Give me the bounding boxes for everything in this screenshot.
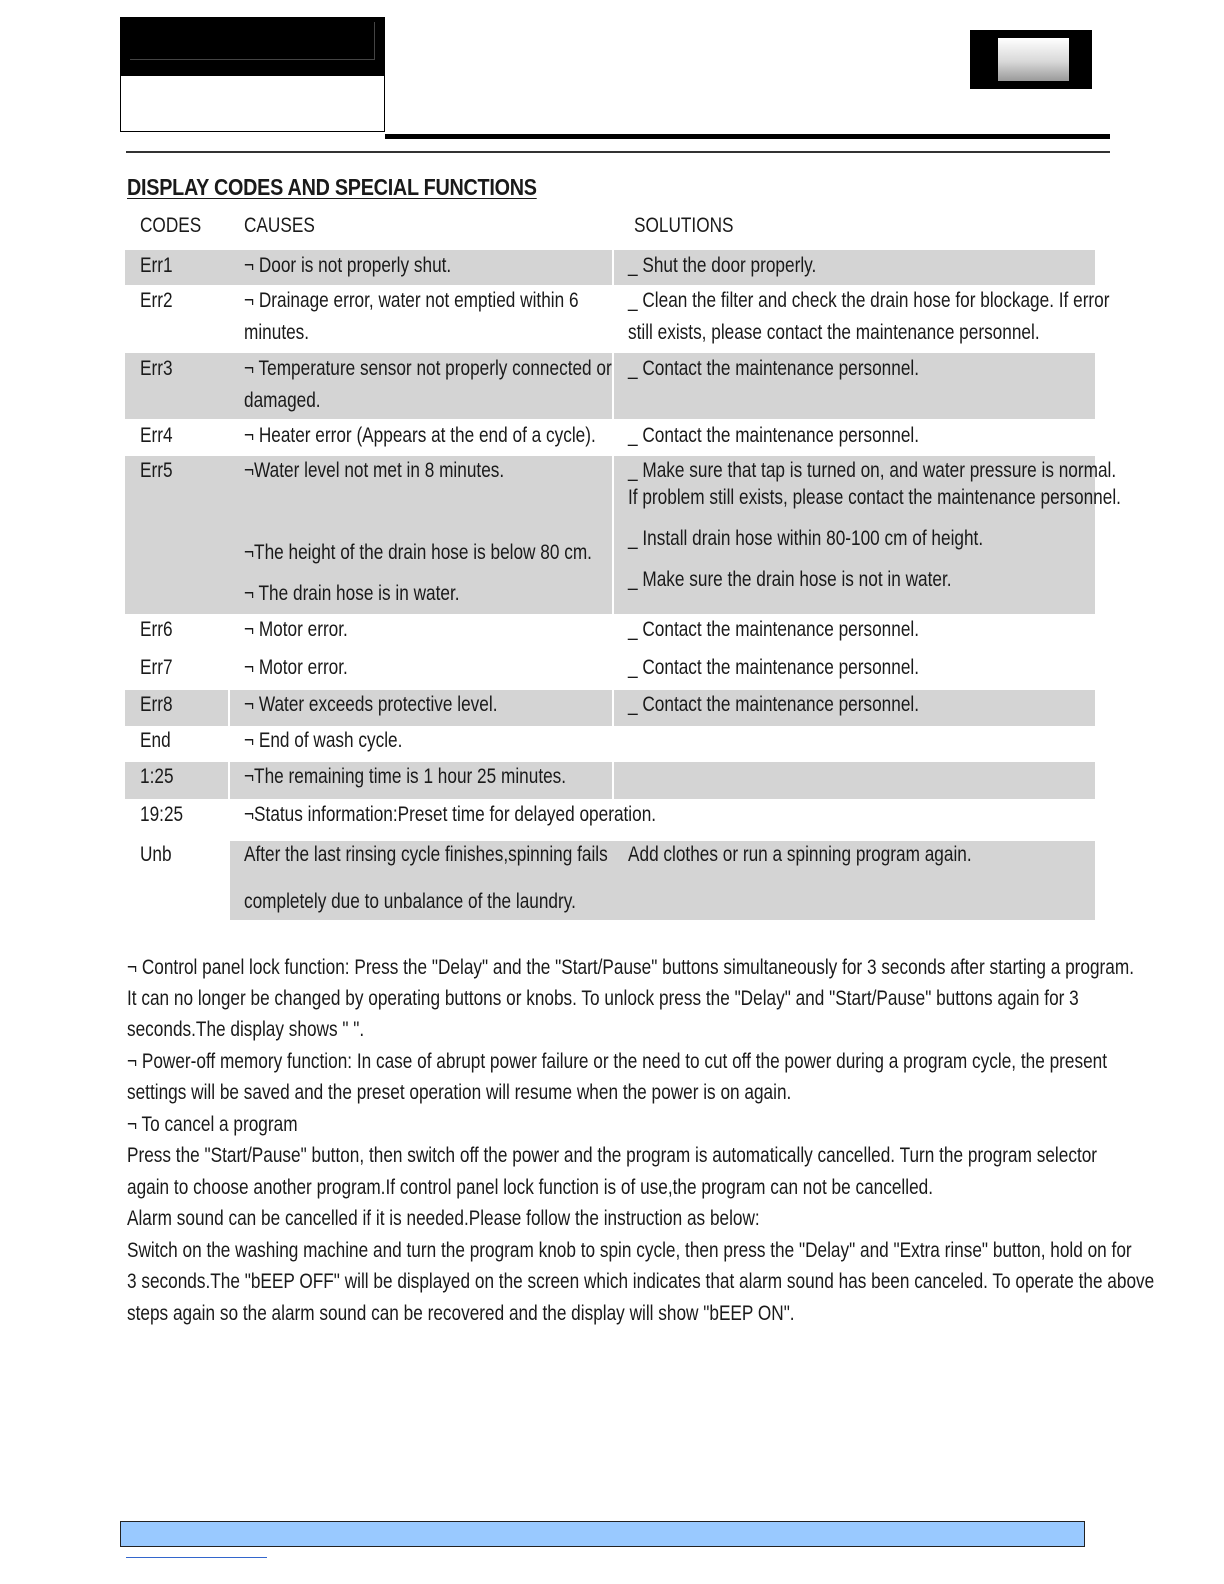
error-code: Err1	[140, 254, 173, 277]
note-line: Press the "Start/Pause" button, then switch off the power and the program is automatically cancelled. Turn the program selector	[127, 1144, 1098, 1167]
solution-text: _ Clean the filter and check the drain hose for blockage. If error	[628, 289, 1110, 312]
note-line: ¬ Power-off memory function: In case of abrupt power failure or the need to cut off the power during a program cycle, the present	[127, 1050, 1108, 1073]
cause-text: ¬ Drainage error, water not emptied within 6	[244, 289, 579, 312]
note-line: It can no longer be changed by operating buttons or knobs. To unlock press the "Delay" and "Start/Pause" buttons again for 3	[127, 987, 1079, 1010]
cause-text: ¬Status information:Preset time for delayed operation.	[244, 803, 657, 826]
note-line: Alarm sound can be cancelled if it is needed.Please follow the instruction as below:	[127, 1207, 760, 1230]
header-codes: CODES	[140, 214, 202, 237]
error-code: Err4	[140, 424, 173, 447]
solution-text: _ Shut the door properly.	[628, 254, 817, 277]
solution-text: _ Contact the maintenance personnel.	[628, 424, 920, 447]
solution-text: still exists, please contact the maintenance personnel.	[628, 321, 1040, 344]
cause-text: After the last rinsing cycle finishes,spinning fails	[244, 843, 608, 866]
solution-text: _ Make sure that tap is turned on, and water pressure is normal.	[628, 459, 1117, 482]
brand-logo-line	[130, 59, 375, 60]
footer-link-line	[126, 1557, 267, 1558]
solution-text: _ Contact the maintenance personnel.	[628, 693, 920, 716]
row-shading	[614, 762, 1095, 799]
error-code: 19:25	[140, 803, 184, 826]
error-code: 1:25	[140, 765, 174, 788]
note-line: 3 seconds.The "bEEP OFF" will be displayed on the screen which indicates that alarm sound has been canceled. To operate the above	[127, 1270, 1155, 1293]
header-rule-thick	[385, 134, 1110, 139]
error-code: Err8	[140, 693, 173, 716]
brand-logo-bar	[121, 18, 384, 76]
cause-text: ¬ Water exceeds protective level.	[244, 693, 498, 716]
note-line: steps again so the alarm sound can be recovered and the display will show "bEEP ON".	[127, 1302, 795, 1325]
solution-text: If problem still exists, please contact the maintenance personnel.	[628, 486, 1121, 509]
solution-text: Add clothes or run a spinning program again.	[628, 843, 972, 866]
solution-text: _ Make sure the drain hose is not in water.	[628, 568, 952, 591]
cause-text: ¬Water level not met in 8 minutes.	[244, 459, 505, 482]
cause-text: damaged.	[244, 389, 321, 412]
error-code: Err7	[140, 656, 173, 679]
cause-text: ¬ Motor error.	[244, 656, 348, 679]
note-line: seconds.The display shows " ".	[127, 1018, 365, 1041]
error-code: Err6	[140, 618, 173, 641]
cause-text: ¬ Heater error (Appears at the end of a cycle).	[244, 424, 596, 447]
error-code: Err5	[140, 459, 173, 482]
cause-text: minutes.	[244, 321, 310, 344]
error-code: Err3	[140, 357, 173, 380]
cause-text: ¬ Temperature sensor not properly connected or	[244, 357, 612, 380]
brand-logo-edge	[374, 22, 375, 60]
solution-text: _ Contact the maintenance personnel.	[628, 357, 920, 380]
cause-text: ¬ End of wash cycle.	[244, 729, 403, 752]
cause-text: completely due to unbalance of the laundry.	[244, 890, 576, 913]
note-line: ¬ Control panel lock function: Press the "Delay" and the "Start/Pause" buttons simultaneously for 3 seconds after starting a program.	[127, 956, 1135, 979]
note-line: settings will be saved and the preset operation will resume when the power is on again.	[127, 1081, 792, 1104]
note-line: ¬ To cancel a program	[127, 1113, 298, 1136]
note-line: again to choose another program.If control panel lock function is of use,the program can not be cancelled.	[127, 1176, 934, 1199]
cause-text: ¬The remaining time is 1 hour 25 minutes.	[244, 765, 567, 788]
header-causes: CAUSES	[244, 214, 315, 237]
footer-bar	[120, 1521, 1085, 1547]
cause-text: ¬ The drain hose is in water.	[244, 582, 460, 605]
error-code: End	[140, 729, 171, 752]
header-rule-thin	[126, 151, 1110, 153]
solution-text: _ Contact the maintenance personnel.	[628, 656, 920, 679]
cause-text: ¬The height of the drain hose is below 80 cm.	[244, 541, 592, 564]
solution-text: _ Install drain hose within 80-100 cm of height.	[628, 527, 984, 550]
note-line: Switch on the washing machine and turn the program knob to spin cycle, then press the "Delay" and "Extra rinse" button, hold on for	[127, 1239, 1132, 1262]
error-code: Err2	[140, 289, 173, 312]
page-title: DISPLAY CODES AND SPECIAL FUNCTIONS	[127, 174, 537, 200]
cause-text: ¬ Door is not properly shut.	[244, 254, 452, 277]
solution-text: _ Contact the maintenance personnel.	[628, 618, 920, 641]
header-solutions: SOLUTIONS	[634, 214, 734, 237]
cause-text: ¬ Motor error.	[244, 618, 348, 641]
page-badge-inner	[998, 38, 1069, 81]
error-code: Unb	[140, 843, 172, 866]
